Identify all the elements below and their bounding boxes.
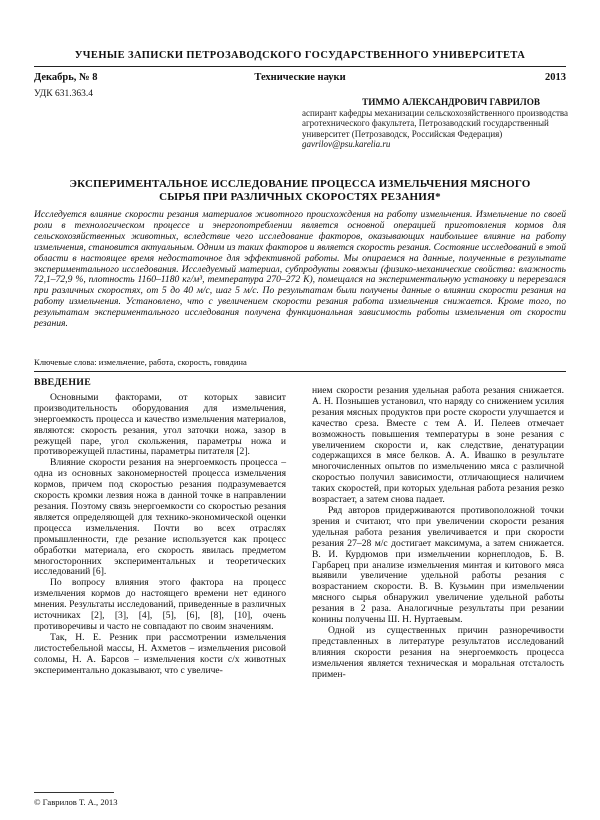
keywords: Ключевые слова: измельчение, работа, скорость, говядина [34,357,247,367]
keywords-rule [34,371,566,372]
author-name: ТИММО АЛЕКСАНДРОВИЧ ГАВРИЛОВ [362,97,540,107]
copyright: © Гаврилов Т. А., 2013 [34,797,118,807]
section-name: Технические науки [254,72,346,83]
paragraph: По вопросу влияния этого фактора на процесс измельчения кормов до настоящего времени нет единого мнения. Результаты исследований, приведенные в различных источниках [2], [3], [4], [5], [6], [8], [10], очень противоречивы и часто не совпадают по своим значениям. [34,577,286,632]
section-heading: ВВЕДЕНИЕ [34,377,92,388]
header-rule [34,66,566,67]
paragraph: Ряд авторов придерживаются противоположной точки зрения и считают, что при увеличении скорости резания удельная работа резания увеличивается и при скорости резания 27–28 м/с достигает максимума, а затем снижается. В. И. Курдюмов при измельчении корнеплодов, Б. В. Гарбарец при анализе измельчения минтая и китового мяса выявили увеличение удельной работы резания с возрастанием скорости. В. В. Кузьмин при измельчении мясного сырья обнаружил увеличение удельной работы резания в 2 раза. Аналогичные результаты при резании конины получены Ш. Н. Нуртаевым. [312,504,564,626]
paragraph: Одной из существенных причин разноречивости представленных в литературе результатов исследований влияния скорости резания на энергоемкость процесса измельчения является техническая и моральная отсталость примен- [312,624,564,680]
paragraph: Влияние скорости резания на энергоемкость процесса – одна из основных закономерностей процесса измельчения кормов, причем под скоростью резания подразумевается скорость кромки лезвия ножа в данной точке в направлении резания. Поэтому связь энергоемкости со скоростью резания является определяющей для технико-экономической оценки процесса измельчения. Почти во всех отраслях промышленности, где резание используется как процесс обработки материала, его скорость явилась предметом многосторонних экспериментальных и теоретических исследований [6]. [34,457,286,578]
author-email[interactable]: gavrilov@psu.karelia.ru [302,139,391,150]
paragraph: Основными факторами, от которых зависит производительность оборудования для измельчения, энергоемкость процесса и качество измельчения материалов, являются: скорость резания, угол заточки ножа, зазор в режущей паре, угол скольжения, параметры ножа и противорежущей пластины, параметры питателя [2]. [34,391,286,458]
author-block [302,97,572,150]
udk-code: УДК 631.363.4 [34,89,93,99]
footnote-rule [34,792,114,793]
article-title: ЭКСПЕРИМЕНТАЛЬНОЕ ИССЛЕДОВАНИЕ ПРОЦЕССА ИЗМЕЛЬЧЕНИЯ МЯСНОГО СЫРЬЯ ПРИ РАЗЛИЧНЫХ СКОРОСТЯХ РЕЗАНИЯ* [69,178,531,203]
issue-number: Декабрь, № 8 [34,72,98,83]
issue-year: 2013 [545,72,566,83]
author-affiliation: аспирант кафедры механизации сельскохозяйственного производства агротехнического факультета, Петрозаводский государственный университет (Петрозаводск, Российская Федерация) [302,107,569,139]
paragraph: Так, Н. Е. Резник при рассмотрении измельчения листостебельной массы, Н. Ахметов – измельчения рисовой соломы, Н. А. Барсов – измельчения кости с/х животных экспериментально доказывают, что с увеличе- [34,631,286,676]
right-column [312,386,564,680]
abstract: Исследуется влияние скорости резания материалов животного происхождения на работу измельчения. Измельчение по своей роли в технологическом процессе и энергопотреблении является основной операцией приготовления кормов для сельскохозяйственных животных, вследствие чего исследование факторов, оказывающих наибольшее влияние на работу измельчения, становится актуальным. Одним из таких факторов и является скорость резания. Состояние исследований в этой области в настоящее время недостаточное для эффективной работы. Мы опираемся на данные, полученные в результате экспериментального исследования. Исследуемый материал, субпродукты говяжьи (физико-механические свойства: влажность 72,1–72,9 %, плотность 1160–1180 кг/м³, температура 270–272 K), помещался на экспериментальную установку и перерезался при различных скоростях, от 5 до 40 м/с, шаг 5 м/с. По результатам были получены данные о влиянии скорости резания на работу измельчения. Установлено, что с увеличением скорости резания работа измельчения снижается. Кроме того, по результатам экспериментального исследования получена функциональная зависимость работы измельчения от скорости резания. [34,209,566,330]
journal-title: УЧЕНЫЕ ЗАПИСКИ ПЕТРОЗАВОДСКОГО ГОСУДАРСТВЕННОГО УНИВЕРСИТЕТА [74,50,526,61]
left-column [34,374,286,676]
paragraph: нием скорости резания удельная работа резания снижается. А. Н. Познышев установил, что наряду со снижением усилия резания мясных продуктов при росте скорости улучшается и качество среза. Вместе с тем А. И. Пелеев отмечает возможность повышения температуры в зоне резания с увеличением скорости и, как следствие, денатурации содержащихся в мясе белков. А. А. Ивашко в результате многочисленных опытов по измельчению мяса с различной скоростью получил зависимости, отличающиеся наличием таких скоростей, при которых удельная работа резания резко возрастает, а затем снова падает. [312,385,564,506]
